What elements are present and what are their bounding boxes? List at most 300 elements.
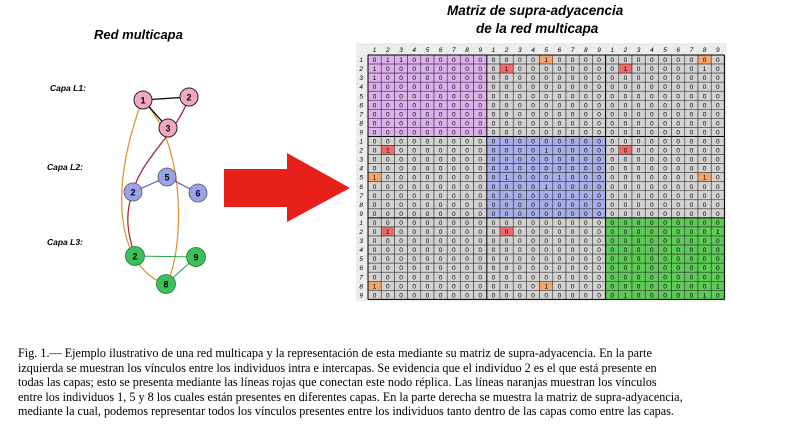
- matrix-cell-value: 0: [702, 57, 707, 65]
- matrix-cell-value: 1: [399, 57, 403, 65]
- matrix-cell-value: 0: [663, 183, 667, 191]
- matrix-cell-value: 0: [702, 229, 707, 236]
- matrix-cell-value: 0: [491, 256, 496, 264]
- matrix-cell-value: 0: [557, 66, 562, 74]
- matrix-cell-value: 0: [517, 111, 522, 119]
- matrix-cell-value: 0: [649, 174, 654, 182]
- matrix-cell-value: 0: [583, 156, 588, 164]
- matrix-cell-value: 0: [557, 219, 562, 227]
- matrix-cell-value: 0: [702, 274, 707, 282]
- matrix-cell-value: 0: [425, 66, 430, 74]
- matrix-cell-value: 0: [663, 147, 667, 155]
- matrix-cell-value: 0: [399, 201, 403, 209]
- matrix-cell-value: 0: [570, 75, 575, 83]
- matrix-cell-value: 0: [412, 84, 417, 92]
- matrix-cell-value: 0: [570, 283, 575, 291]
- matrix-cell-value: 1: [544, 57, 549, 65]
- matrix-cell-value: 0: [491, 174, 496, 182]
- matrix-cell-value: 0: [412, 265, 417, 273]
- matrix-cell-value: 0: [597, 156, 601, 164]
- svg-text:6: 6: [195, 188, 201, 199]
- matrix-cell-value: 0: [610, 84, 615, 92]
- matrix-cell-value: 0: [372, 129, 377, 137]
- matrix-col-label: 4: [531, 47, 535, 54]
- matrix-row-label: 7: [359, 192, 363, 200]
- matrix-cell-value: 0: [623, 219, 628, 227]
- matrix-cell-value: 0: [583, 84, 588, 92]
- matrix-cell-value: 0: [372, 247, 377, 255]
- matrix-cell-value: 0: [451, 238, 456, 246]
- matrix-cell-value: 0: [702, 165, 707, 173]
- matrix-cell-value: 0: [544, 292, 549, 300]
- matrix-cell-value: 0: [623, 247, 628, 255]
- matrix-cell-value: 0: [610, 129, 615, 137]
- matrix-cell-value: 0: [676, 93, 681, 101]
- matrix-cell-value: 0: [372, 138, 377, 146]
- matrix-cell-value: 0: [570, 165, 575, 173]
- matrix-cell-value: 0: [478, 247, 483, 255]
- matrix-cell-value: 0: [517, 274, 522, 282]
- matrix-cell-value: 0: [517, 57, 522, 65]
- matrix-cell-value: 0: [451, 283, 456, 291]
- matrix-cell-value: 0: [425, 265, 430, 273]
- matrix-cell-value: 0: [689, 57, 694, 65]
- matrix-col-label: 2: [623, 47, 628, 54]
- matrix-cell-value: 1: [715, 283, 720, 291]
- matrix-cell-value: 0: [478, 165, 483, 173]
- matrix-cell-value: 0: [517, 138, 522, 146]
- matrix-cell-value: 0: [610, 120, 615, 128]
- matrix-cell-value: 0: [504, 219, 509, 227]
- matrix-cell-value: 0: [465, 129, 469, 137]
- matrix-cell-value: 0: [385, 174, 390, 182]
- matrix-cell-value: 0: [557, 120, 562, 128]
- matrix-cell-value: 0: [663, 192, 667, 200]
- matrix-cell-value: 0: [438, 256, 443, 264]
- matrix-cell-value: 0: [385, 129, 390, 137]
- matrix-cell-value: 0: [623, 57, 628, 65]
- matrix-cell-value: 0: [504, 120, 509, 128]
- matrix-cell-value: 0: [399, 183, 403, 191]
- svg-text:2: 2: [132, 251, 138, 262]
- matrix-cell-value: 0: [504, 165, 509, 173]
- matrix-cell-value: 0: [623, 147, 628, 155]
- matrix-cell-value: 0: [715, 201, 720, 209]
- matrix-row-label: 3: [359, 238, 363, 246]
- matrix-cell-value: 0: [517, 229, 522, 236]
- matrix-cell-value: 0: [583, 201, 588, 209]
- matrix-cell-value: 0: [689, 102, 694, 110]
- matrix-cell-value: 0: [425, 111, 430, 119]
- matrix-cell-value: 0: [689, 274, 694, 282]
- matrix-cell-value: 0: [451, 265, 456, 273]
- matrix-cell-value: 0: [544, 210, 549, 218]
- matrix-cell-value: 0: [399, 165, 403, 173]
- matrix-cell-value: 0: [372, 102, 377, 110]
- matrix-cell-value: 0: [425, 174, 430, 182]
- matrix-cell-value: 0: [491, 265, 496, 273]
- matrix-row-label: 6: [359, 183, 363, 191]
- matrix-title-line2: de la red multicapa: [476, 21, 599, 36]
- matrix-cell-value: 0: [438, 174, 443, 182]
- matrix-cell-value: 0: [491, 292, 496, 300]
- matrix-cell-value: 0: [412, 66, 417, 74]
- matrix-cell-value: 0: [438, 201, 443, 209]
- matrix-row-label: 8: [359, 201, 363, 209]
- matrix-cell-value: 0: [544, 174, 549, 182]
- matrix-cell-value: 0: [504, 274, 509, 282]
- matrix-cell-value: 0: [531, 274, 535, 282]
- matrix-cell-value: 0: [399, 192, 403, 200]
- matrix-cell-value: 0: [715, 165, 720, 173]
- matrix-cell-value: 0: [610, 174, 615, 182]
- matrix-cell-value: 0: [610, 75, 615, 83]
- matrix-row-label: 5: [359, 256, 363, 264]
- matrix-cell-value: 0: [636, 66, 641, 74]
- matrix-cell-value: 0: [583, 210, 588, 218]
- matrix-row-label: 9: [359, 210, 363, 218]
- matrix-cell-value: 0: [663, 219, 667, 227]
- matrix-cell-value: 0: [465, 174, 469, 182]
- matrix-cell-value: 0: [412, 165, 417, 173]
- matrix-cell-value: 1: [715, 229, 720, 236]
- matrix-cell-value: 0: [531, 219, 535, 227]
- matrix-cell-value: 0: [544, 156, 549, 164]
- matrix-cell-value: 0: [702, 192, 707, 200]
- matrix-cell-value: 0: [451, 192, 456, 200]
- matrix-cell-value: 0: [478, 75, 483, 83]
- matrix-cell-value: 0: [372, 84, 377, 92]
- matrix-row-label: 2: [359, 66, 363, 74]
- matrix-cell-value: 0: [544, 274, 549, 282]
- matrix-row-label: 7: [359, 274, 363, 282]
- matrix-cell-value: 0: [399, 256, 403, 264]
- matrix-cell-value: 0: [715, 120, 720, 128]
- matrix-cell-value: 0: [385, 165, 390, 173]
- matrix-cell-value: 0: [531, 283, 535, 291]
- matrix-cell-value: 0: [649, 84, 654, 92]
- matrix-cell-value: 0: [597, 283, 601, 291]
- matrix-cell-value: 0: [689, 120, 694, 128]
- matrix-cell-value: 0: [425, 75, 430, 83]
- matrix-cell-value: 0: [491, 274, 496, 282]
- layer-label-l3: Capa L3:: [47, 237, 83, 247]
- matrix-cell-value: 0: [663, 265, 667, 273]
- matrix-cell-value: 0: [570, 93, 575, 101]
- matrix-cell-value: 0: [385, 102, 390, 110]
- matrix-cell-value: 0: [583, 120, 588, 128]
- matrix-cell-value: 0: [491, 129, 496, 137]
- matrix-cell-value: 0: [623, 192, 628, 200]
- matrix-cell-value: 0: [610, 138, 615, 146]
- matrix-cell-value: 0: [425, 256, 430, 264]
- matrix-cell-value: 0: [597, 147, 601, 155]
- matrix-cell-value: 0: [557, 256, 562, 264]
- layer-label-l2: Capa L2:: [47, 162, 83, 172]
- matrix-cell-value: 0: [636, 283, 641, 291]
- matrix-cell-value: 0: [583, 219, 588, 227]
- matrix-cell-value: 0: [663, 292, 667, 300]
- matrix-cell-value: 0: [491, 229, 496, 236]
- matrix-cell-value: 0: [557, 147, 562, 155]
- matrix-cell-value: 0: [412, 129, 417, 137]
- matrix-cell-value: 0: [689, 111, 694, 119]
- matrix-cell-value: 0: [689, 256, 694, 264]
- matrix-cell-value: 0: [517, 292, 522, 300]
- matrix-cell-value: 1: [702, 292, 707, 300]
- matrix-cell-value: 0: [610, 238, 615, 246]
- matrix-cell-value: 0: [636, 274, 641, 282]
- matrix-row-label: 6: [359, 102, 363, 110]
- matrix-cell-value: 0: [649, 229, 654, 236]
- matrix-cell-value: 0: [517, 283, 522, 291]
- matrix-cell-value: 0: [372, 201, 377, 209]
- matrix-cell-value: 0: [385, 192, 390, 200]
- matrix-cell-value: 0: [399, 75, 403, 83]
- matrix-cell-value: 0: [465, 292, 469, 300]
- caption-line: mediante la cual, podemos representar todos los vínculos presentes entre los individuos tanto dentro de las capas como entre las capas.: [18, 404, 674, 419]
- matrix-cell-value: 0: [531, 229, 535, 236]
- matrix-cell-value: 0: [570, 238, 575, 246]
- matrix-cell-value: 0: [438, 66, 443, 74]
- matrix-cell-value: 0: [425, 229, 430, 236]
- supra-adjacency-matrix: [356, 43, 726, 301]
- matrix-cell-value: 0: [583, 283, 588, 291]
- matrix-cell-value: 0: [570, 129, 575, 137]
- matrix-cell-value: 0: [583, 165, 588, 173]
- matrix-cell-value: 0: [583, 265, 588, 273]
- matrix-cell-value: 0: [451, 84, 456, 92]
- matrix-cell-value: 0: [597, 120, 601, 128]
- matrix-cell-value: 0: [702, 256, 707, 264]
- matrix-cell-value: 0: [663, 174, 667, 182]
- matrix-cell-value: 0: [570, 229, 575, 236]
- matrix-cell-value: 0: [570, 156, 575, 164]
- matrix-cell-value: 0: [517, 102, 522, 110]
- matrix-cell-value: 0: [412, 274, 417, 282]
- matrix-cell-value: 0: [438, 192, 443, 200]
- matrix-cell-value: 0: [465, 102, 469, 110]
- matrix-cell-value: 0: [425, 192, 430, 200]
- matrix-col-label: 5: [663, 47, 667, 54]
- matrix-cell-value: 0: [504, 138, 509, 146]
- svg-text:3: 3: [165, 123, 171, 134]
- matrix-cell-value: 0: [623, 183, 628, 191]
- matrix-cell-value: 0: [597, 75, 601, 83]
- matrix-cell-value: 0: [531, 147, 535, 155]
- matrix-cell-value: 0: [451, 66, 456, 74]
- matrix-cell-value: 0: [610, 183, 615, 191]
- matrix-cell-value: 0: [478, 183, 483, 191]
- matrix-cell-value: 0: [676, 274, 681, 282]
- matrix-cell-value: 0: [504, 201, 509, 209]
- matrix-row-label: 5: [359, 93, 363, 101]
- matrix-cell-value: 0: [438, 229, 443, 236]
- matrix-cell-value: 1: [702, 66, 707, 74]
- matrix-cell-value: 0: [583, 147, 588, 155]
- matrix-cell-value: 0: [597, 93, 601, 101]
- matrix-cell-value: 0: [451, 274, 456, 282]
- matrix-cell-value: 0: [517, 147, 522, 155]
- matrix-cell-value: 0: [544, 93, 549, 101]
- matrix-cell-value: 0: [517, 265, 522, 273]
- matrix-cell-value: 0: [385, 93, 390, 101]
- matrix-cell-value: 0: [451, 229, 456, 236]
- matrix-cell-value: 0: [636, 120, 641, 128]
- matrix-cell-value: 0: [399, 219, 403, 227]
- matrix-cell-value: 0: [689, 229, 694, 236]
- matrix-cell-value: 0: [715, 183, 720, 191]
- matrix-cell-value: 0: [478, 66, 483, 74]
- matrix-cell-value: 0: [517, 93, 522, 101]
- matrix-cell-value: 0: [649, 219, 654, 227]
- matrix-cell-value: 0: [623, 129, 628, 137]
- matrix-cell-value: 0: [438, 274, 443, 282]
- matrix-cell-value: 0: [663, 201, 667, 209]
- matrix-cell-value: 0: [702, 156, 707, 164]
- matrix-cell-value: 0: [491, 75, 496, 83]
- matrix-cell-value: 0: [715, 75, 720, 83]
- matrix-cell-value: 0: [504, 93, 509, 101]
- matrix-cell-value: 0: [649, 192, 654, 200]
- matrix-cell-value: 0: [372, 57, 377, 65]
- matrix-cell-value: 0: [385, 156, 390, 164]
- matrix-cell-value: 0: [623, 238, 628, 246]
- matrix-cell-value: 0: [385, 210, 390, 218]
- svg-text:2: 2: [130, 187, 136, 198]
- matrix-cell-value: 0: [412, 183, 417, 191]
- caption-line: todas las capas; esto se presenta mediante las líneas rojas que conectan este nodo réplica. Las líneas naranjas muestran los vínculos: [18, 375, 657, 390]
- matrix-cell-value: 0: [597, 219, 601, 227]
- matrix-cell-value: 0: [465, 274, 469, 282]
- svg-text:9: 9: [193, 252, 199, 263]
- multilayer-network: [47, 83, 207, 294]
- matrix-cell-value: 0: [517, 219, 522, 227]
- matrix-cell-value: 0: [689, 66, 694, 74]
- matrix-cell-value: 0: [702, 238, 707, 246]
- matrix-cell-value: 0: [504, 156, 509, 164]
- matrix-cell-value: 0: [623, 283, 628, 291]
- matrix-cell-value: 0: [438, 147, 443, 155]
- matrix-cell-value: 0: [465, 111, 469, 119]
- matrix-cell-value: 0: [597, 247, 601, 255]
- matrix-cell-value: 0: [531, 238, 535, 246]
- matrix-cell-value: 0: [425, 165, 430, 173]
- matrix-col-label: 7: [451, 47, 456, 54]
- matrix-cell-value: 0: [399, 93, 403, 101]
- matrix-cell-value: 0: [570, 102, 575, 110]
- matrix-cell-value: 0: [649, 201, 654, 209]
- matrix-cell-value: 0: [610, 66, 615, 74]
- matrix-cell-value: 0: [623, 93, 628, 101]
- matrix-cell-value: 0: [491, 192, 496, 200]
- matrix-cell-value: 0: [557, 84, 562, 92]
- matrix-cell-value: 0: [557, 165, 562, 173]
- matrix-cell-value: 0: [689, 183, 694, 191]
- matrix-cell-value: 1: [544, 283, 549, 291]
- matrix-cell-value: 0: [597, 238, 601, 246]
- matrix-cell-value: 0: [504, 283, 509, 291]
- matrix-cell-value: 0: [715, 111, 720, 119]
- matrix-cell-value: 0: [676, 192, 681, 200]
- matrix-cell-value: 0: [649, 283, 654, 291]
- matrix-cell-value: 0: [676, 283, 681, 291]
- matrix-cell-value: 0: [583, 192, 588, 200]
- matrix-cell-value: 0: [531, 111, 535, 119]
- matrix-col-label: 9: [597, 47, 601, 54]
- matrix-cell-value: 0: [451, 174, 456, 182]
- matrix-cell-value: 0: [583, 229, 588, 236]
- matrix-cell-value: 0: [623, 75, 628, 83]
- matrix-cell-value: 0: [676, 229, 681, 236]
- matrix-cell-value: 0: [663, 256, 667, 264]
- svg-text:2: 2: [186, 92, 192, 103]
- matrix-cell-value: 0: [583, 102, 588, 110]
- matrix-cell-value: 0: [412, 192, 417, 200]
- matrix-cell-value: 0: [649, 57, 654, 65]
- matrix-cell-value: 0: [517, 174, 522, 182]
- matrix-cell-value: 0: [597, 256, 601, 264]
- matrix-cell-value: 0: [583, 183, 588, 191]
- matrix-col-label: 8: [465, 47, 469, 54]
- matrix-cell-value: 0: [583, 256, 588, 264]
- matrix-cell-value: 0: [663, 102, 667, 110]
- matrix-cell-value: 0: [372, 156, 377, 164]
- matrix-cell-value: 0: [438, 75, 443, 83]
- matrix-cell-value: 0: [570, 274, 575, 282]
- matrix-row-label: 2: [359, 147, 363, 155]
- matrix-cell-value: 0: [372, 111, 377, 119]
- matrix-col-label: 2: [504, 47, 509, 54]
- matrix-cell-value: 0: [583, 93, 588, 101]
- matrix-cell-value: 0: [597, 102, 601, 110]
- matrix-cell-value: 0: [570, 192, 575, 200]
- matrix-cell-value: 0: [425, 156, 430, 164]
- matrix-cell-value: 0: [715, 66, 720, 74]
- matrix-cell-value: 0: [689, 219, 694, 227]
- matrix-cell-value: 0: [478, 265, 483, 273]
- matrix-col-label: 3: [636, 47, 641, 54]
- matrix-cell-value: 0: [504, 183, 509, 191]
- node-l2-2: [124, 183, 142, 201]
- matrix-cell-value: 0: [715, 84, 720, 92]
- caption-line: Fig. 1.— Ejemplo ilustrativo de una red multicapa y la representación de esta mediante su matriz de supra-adyacencia. En la parte: [18, 346, 652, 360]
- matrix-cell-value: 0: [676, 210, 681, 218]
- matrix-cell-value: 0: [636, 192, 641, 200]
- matrix-cell-value: 0: [570, 219, 575, 227]
- matrix-cell-value: 0: [702, 102, 707, 110]
- matrix-cell-value: 0: [451, 183, 456, 191]
- matrix-cell-value: 0: [649, 129, 654, 137]
- matrix-cell-value: 0: [689, 93, 694, 101]
- matrix-cell-value: 0: [399, 102, 403, 110]
- matrix-cell-value: 0: [504, 57, 509, 65]
- matrix-cell-value: 0: [583, 274, 588, 282]
- matrix-cell-value: 0: [491, 120, 496, 128]
- matrix-cell-value: 0: [570, 57, 575, 65]
- matrix-cell-value: 0: [491, 66, 496, 74]
- node-l1-3: [159, 119, 177, 137]
- matrix-cell-value: 0: [451, 201, 456, 209]
- matrix-cell-value: 0: [385, 283, 390, 291]
- matrix-cell-value: 0: [531, 265, 535, 273]
- matrix-row-label: 3: [359, 75, 363, 83]
- matrix-cell-value: 0: [715, 247, 720, 255]
- matrix-col-label: 6: [557, 47, 562, 54]
- matrix-row-label: 6: [359, 265, 363, 273]
- matrix-col-label: 3: [399, 47, 403, 54]
- matrix-cell-value: 0: [557, 75, 562, 83]
